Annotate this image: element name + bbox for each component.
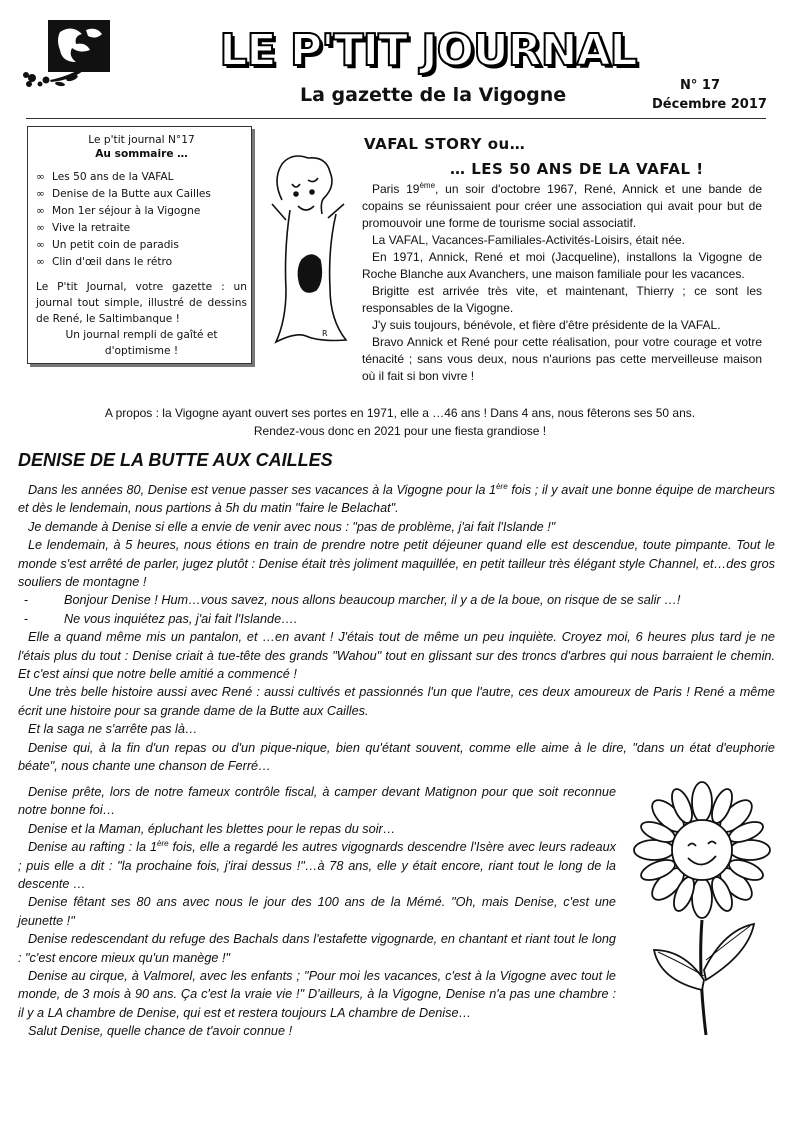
summary-item: ∞ Les 50 ans de la VAFAL (36, 169, 247, 186)
infinity-bullet-icon: ∞ (36, 205, 45, 217)
infinity-bullet-icon: ∞ (36, 256, 45, 268)
infinity-bullet-icon: ∞ (36, 188, 45, 200)
masthead-subtitle: La gazette de la Vigogne (300, 84, 567, 106)
summary-box (27, 126, 252, 364)
summary-tagline: Un journal rempli de gaîté et d'optimisme ! (65, 329, 218, 357)
paragraph: Elle a quand même mis un pantalon, et …en avant ! J'étais tout de même un peu inquiète. Croyez moi, 6 heures plus tard je ne l'étais plus du tout : Denise criait à tue-tête des grands "Wahou" tout en glissant sur des troncs d'arbres qui nous barraient le chemin. Et c'est ainsi que notre belle amitié a commencé ! (18, 630, 775, 682)
summary-item: ∞ Denise de la Butte aux Cailles (36, 186, 247, 203)
denise-heading: DENISE DE LA BUTTE AUX CAILLES (18, 450, 333, 470)
summary-description: Le P'tit Journal, votre gazette : un journal tout simple, illustré de dessins de René, le Saltimbanque ! (36, 281, 247, 325)
vafal-article (362, 181, 762, 385)
issue-number: N° 17 (680, 78, 720, 93)
paragraph: J'y suis toujours, bénévole, et fière d'être présidente de la VAFAL. (372, 318, 721, 332)
vafal-heading: VAFAL STORY ou… (364, 135, 526, 153)
vafal-subheading: … LES 50 ANS DE LA VAFAL ! (450, 160, 704, 178)
paragraph: Une très belle histoire aussi avec René : aussi cultivés et passionnés l'un que l'autre, ces deux amoureux de Paris ! René a même écrit une histoire pour sa grande dame de la Butte aux Cailles. (18, 685, 775, 718)
summary-title: Le p'tit journal N°17 (88, 134, 195, 146)
paragraph: Denise au rafting : la 1ère fois, elle a regardé les autres vigognards descendre l'Isère avec leurs radeaux ; puis elle a dit : "la prochaine fois, j'irai dessus !"…à 78 ans, elle y était encore, riant tout le long de la descente … (18, 838, 616, 892)
dialogue-line: - Bonjour Denise ! Hum…vous savez, nous allons beaucoup marcher, il y a de la boue, on risque de se salir …! (24, 593, 681, 608)
vigogne-logo (20, 20, 115, 92)
apropos-note: A propos : la Vigogne ayant ouvert ses portes en 1971, elle a …46 ans ! Dans 4 ans, nous fêterons ses 50 ans. Rendez-vous donc en 2021 pour une fiesta grandiose ! (104, 406, 696, 438)
masthead-title: LE P'TIT JOURNAL (219, 25, 637, 76)
header-divider (26, 118, 766, 119)
paragraph: Denise qui, à la fin d'un repas ou d'un pique-nique, bien qu'étant souvent, comme elle aime à le dire, "dans un état d'euphorie béate", nous chante une chanson de Ferré… (18, 740, 775, 774)
paragraph: Denise prête, lors de notre fameux contrôle fiscal, à camper devant Matignon pour que soit reconnue notre bonne foi… (18, 785, 616, 818)
paragraph: Denise et la Maman, épluchant les blettes pour le repas du soir… (28, 821, 396, 836)
infinity-bullet-icon: ∞ (36, 171, 45, 183)
paragraph: En 1971, Annick, René et moi (Jacqueline), installons la Vigogne de Roche Blanche aux Avanchers, une maison familiale pour les vacances. (362, 250, 762, 281)
summary-item: ∞ Un petit coin de paradis (36, 237, 247, 254)
infinity-bullet-icon: ∞ (36, 222, 45, 234)
summary-item: ∞ Mon 1er séjour à la Vigogne (36, 203, 247, 220)
summary-item: ∞ Vive la retraite (36, 220, 247, 237)
summary-subtitle: Au sommaire … (95, 148, 188, 160)
dialogue-line: - Ne vous inquiétez pas, j'ai fait l'Islande…. (24, 611, 298, 626)
paragraph: La VAFAL, Vacances-Familiales-Activités-Loisirs, était née. (372, 233, 686, 247)
summary-item: ∞ Clin d'œil dans le rétro (36, 254, 247, 271)
summary-list (36, 169, 247, 271)
paragraph: Brigitte est arrivée très vite, et maintenant, Thierry ; ce sont les responsables de la Vigogne. (362, 284, 762, 315)
paragraph: Je demande à Denise si elle a envie de venir avec nous : "pas de problème, j'ai fait l'Islande !" (28, 519, 556, 534)
paragraph: Paris 19ème, un soir d'octobre 1967, René, Annick et une bande de copains se réunissaient pour créer une association qui avait pour but de promouvoir une forme de tourisme social associatif. (362, 181, 762, 230)
paragraph: Bravo Annick et René pour cette réalisation, pour votre courage et votre ténacité ; sans vous deux, nous n'aurions pas cette merveilleuse maison où il fait si bon vivre ! (362, 335, 762, 383)
paragraph: Denise au cirque, à Valmorel, avec les enfants ; "Pour moi les vacances, c'est à la Vigogne avec tout le monde, de 3 mois à 90 ans. Ça c'est la vraie vie !" D'ailleurs, à la Vigogne, Denise n'a pas une chambre : il y a LA chambre de Denise, qui est et restera toujours LA chambre de Denise… (18, 969, 616, 1020)
denise-article-narrow (18, 783, 616, 1041)
paragraph: Salut Denise, quelle chance de t'avoir connue ! (28, 1024, 293, 1039)
paragraph: Le lendemain, à 5 heures, nous étions en train de prendre notre petit déjeuner quand elle est descendue, toute pimpante. Tout le monde s'est arrêté de parler, jugez plutôt : Denise était très joliment maquillée, en petit tailleur très élégant style Channel, et…des gros souliers de montagne ! (18, 538, 775, 590)
tree-drawing (262, 150, 354, 370)
denise-article-full (18, 481, 775, 776)
issue-date: Décembre 2017 (652, 97, 767, 112)
paragraph: Denise redescendant du refuge des Bachals dans l'estafette vigognarde, en chantant et riant tout le long : "c'est encore mieux qu'un manège !" (18, 932, 616, 965)
paragraph: Dans les années 80, Denise est venue passer ses vacances à la Vigogne pour la 1ère fois ; il y avait une bonne équipe de marcheurs et dès le lendemain, nous partions à 5h du matin "faire le Belachat". (18, 481, 775, 516)
paragraph: Et la saga ne s'arrête pas là… (28, 722, 198, 737)
smiling-flower-drawing (632, 780, 772, 1040)
paragraph: Denise fêtant ses 80 ans avec nous le jour des 100 ans de la Mémé. "Oh, mais Denise, c'est une jeunette !" (18, 895, 616, 928)
infinity-bullet-icon: ∞ (36, 239, 45, 251)
svg-text:R: R (322, 329, 328, 338)
